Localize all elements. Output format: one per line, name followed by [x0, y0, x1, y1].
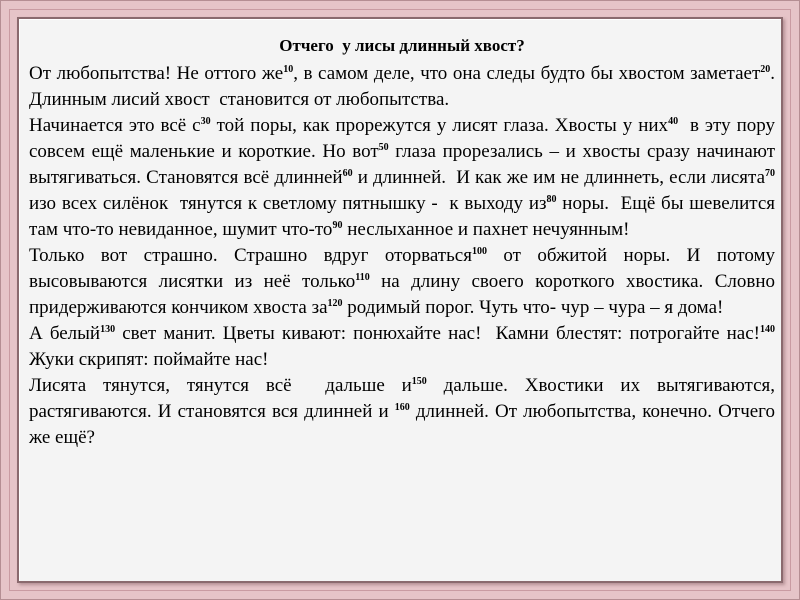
paragraph-text: на длину своего короткого хвостика. Словно придерживаются кончиком хвоста за: [29, 271, 780, 318]
word-count-marker: 90: [332, 220, 343, 231]
paragraph-text: Жуки скрипят: поймайте нас!: [29, 323, 780, 370]
paragraph-text: изо всех силёнок тянутся к светлому пятнышку - к выходу из: [29, 167, 780, 214]
word-count-marker: 150: [411, 376, 427, 387]
paragraph-text: в эту пору совсем ещё маленькие и короткие. Но вот: [29, 115, 780, 162]
paragraph-text: свет манит. Цветы кивают: понюхайте нас! Камни блестят: потрогайте нас!: [115, 323, 760, 344]
paragraph-text: неслыханное и пахнет нечуянным!: [342, 219, 630, 240]
word-count-marker: 80: [546, 194, 557, 205]
paragraph: [29, 113, 780, 243]
paragraph: [29, 61, 780, 113]
text-content: [29, 33, 780, 451]
paragraph-text: Только вот страшно. Страшно вдруг оторваться: [29, 245, 472, 266]
paragraph-text: от обжитой норы. И потому высовываются лисятки из неё только: [29, 245, 780, 292]
paragraph-text: , в самом деле, что она следы будто бы хвостом заметает: [293, 63, 761, 84]
paragraph-text: Начинается это всё с: [29, 115, 201, 136]
paragraph-text: длинней. От любопытства, конечно. Отчего же ещё?: [29, 401, 780, 448]
paragraph-text: Лисята тянутся, тянутся всё дальше и: [29, 375, 412, 396]
paragraphs-container: [29, 61, 780, 451]
paragraph: [29, 373, 780, 451]
paragraph-text: глаза прорезались – и хвосты сразу начинают вытягиваться. Становятся всё длинней: [29, 141, 780, 188]
word-count-marker: 20: [760, 64, 771, 75]
word-count-marker: 110: [355, 272, 370, 283]
word-count-marker: 60: [342, 168, 353, 179]
word-count-marker: 70: [765, 168, 776, 179]
paragraph-text: От любопытства! Не оттого же: [29, 63, 284, 84]
word-count-marker: 140: [760, 324, 775, 335]
paragraph-text: той поры, как прорежутся у лисят глаза. Хвосты у них: [210, 115, 669, 136]
paragraph-text: норы. Ещё бы шевелится там что-то невиданное, шумит что-то: [29, 193, 780, 240]
document-title: Отчего у лисы длинный хвост?: [279, 36, 525, 55]
paragraph-text: А белый: [29, 323, 101, 344]
word-count-marker: 120: [327, 298, 343, 309]
text-page: [17, 17, 783, 583]
paragraph-text: и длинней. И как же им не длиннеть, если лисята: [352, 167, 766, 188]
paragraph-text: дальше. Хвостики их вытягиваются, растягиваются. И становятся вся длинней и: [29, 375, 780, 422]
paragraph: [29, 321, 780, 373]
word-count-marker: 130: [100, 324, 116, 335]
word-count-marker: 10: [283, 64, 294, 75]
paragraph-text: . Длинным лисий хвост становится от любопытства.: [29, 63, 780, 110]
word-count-marker: 100: [471, 246, 487, 257]
word-count-marker: 50: [378, 142, 389, 153]
paragraph: [29, 243, 780, 321]
paragraph-text: родимый порог. Чуть что- чур – чура – я дома!: [342, 297, 724, 318]
word-count-marker: 160: [394, 402, 410, 413]
word-count-marker: 40: [668, 116, 679, 127]
word-count-marker: 30: [200, 116, 211, 127]
